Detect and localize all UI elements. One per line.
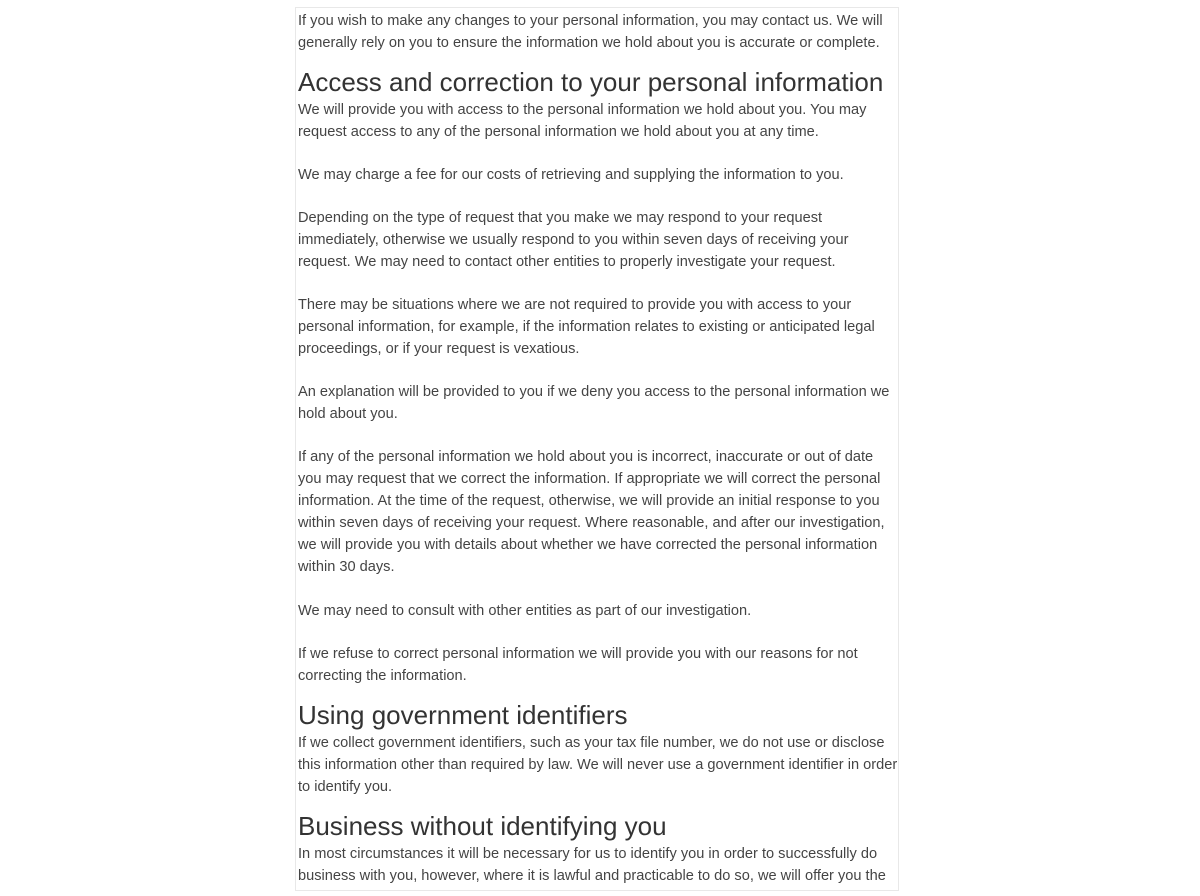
paragraph: If we collect government identifiers, such as your tax file number, we do not use or disclose this information other than required by law. We will never use a government identifier in order to identify you. [298, 735, 898, 795]
section-heading-access-correction: Access and correction to your personal information [298, 67, 884, 97]
paragraph: If any of the personal information we hold about you is incorrect, inaccurate or out of date you may request that we correct the information. If appropriate we will correct the personal information. At the time of the request, otherwise, we will provide an initial response to you within seven days of receiving your request. Where reasonable, and after our investigation, we will provide you with details about whether we have corrected the personal information within 30 days. [298, 449, 885, 575]
section-heading-government-identifiers: Using government identifiers [298, 700, 628, 730]
paragraph: We may charge a fee for our costs of retrieving and supplying the information to you. [298, 167, 844, 183]
paragraph: An explanation will be provided to you if we deny you access to the personal information we hold about you. [298, 384, 890, 422]
paragraph: In most circumstances it will be necessary for us to identify you in order to successfully do business with you, however, where it is lawful and practicable to do so, we will offer you the [298, 846, 886, 884]
intro-paragraph: If you wish to make any changes to your personal information, you may contact us. We will generally rely on you to ensure the information we hold about you is accurate or complete. [298, 13, 883, 51]
paragraph: Depending on the type of request that you make we may respond to your request immediately, otherwise we usually respond to you within seven days of receiving your request. We may need to contact other entities to properly investigate your request. [298, 210, 849, 270]
document-body [296, 8, 898, 887]
paragraph: We may need to consult with other entities as part of our investigation. [298, 603, 752, 619]
paragraph: If we refuse to correct personal information we will provide you with our reasons for not correcting the information. [298, 646, 858, 684]
section-heading-business-without-identifying: Business without identifying you [298, 811, 667, 841]
paragraph: We will provide you with access to the personal information we hold about you. You may request access to any of the personal information we hold about you at any time. [298, 102, 867, 140]
document-container [295, 7, 899, 891]
paragraph: There may be situations where we are not required to provide you with access to your personal information, for example, if the information relates to existing or anticipated legal proceedings, or if your request is vexatious. [298, 297, 875, 357]
